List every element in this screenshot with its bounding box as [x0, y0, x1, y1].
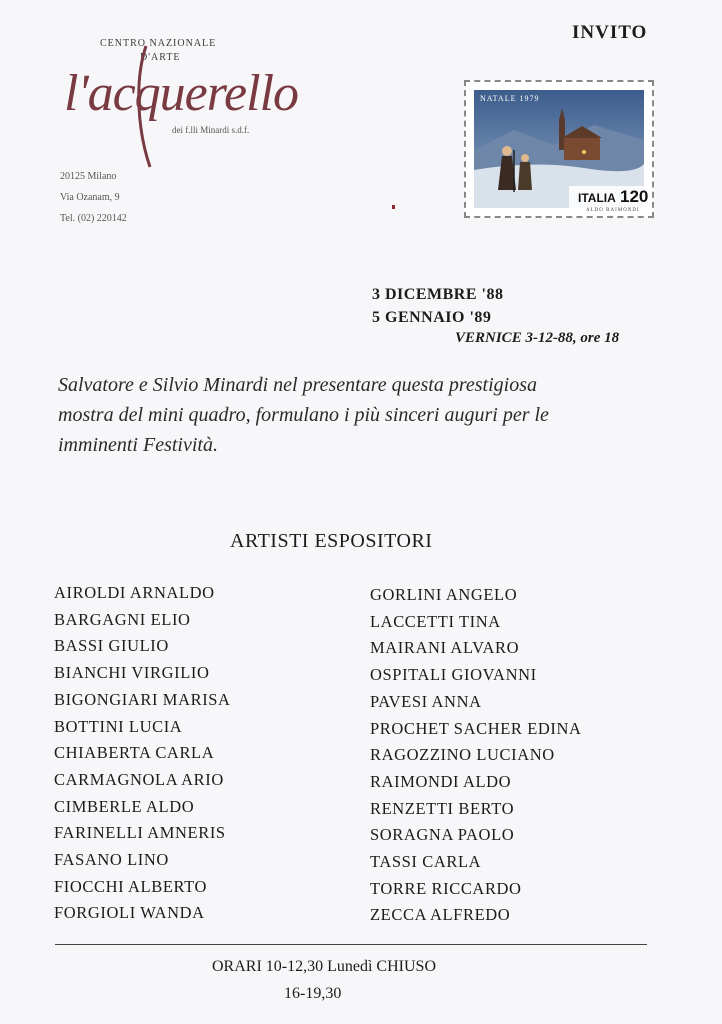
letterhead-arte-text: D'ARTE — [140, 52, 181, 63]
gallery-logo: l'acquerello — [64, 65, 299, 122]
intro-line-1: Salvatore e Silvio Minardi nel presentare questa prestigiosa — [58, 374, 538, 396]
intro-line-3: imminenti Festività. — [58, 434, 218, 456]
stamp-author: ALDO RAIMONDI — [586, 208, 640, 213]
vernice-text: VERNICE 3-12-88, ore 18 — [455, 330, 620, 346]
artist-name: BIGONGIARI MARISA — [54, 689, 231, 709]
logo-flourish — [128, 42, 168, 172]
artist-name: CIMBERLE ALDO — [54, 796, 195, 816]
artists-left-column — [54, 580, 231, 927]
artist-name: BARGAGNI ELIO — [54, 609, 191, 629]
artist-name: ZECCA ALFREDO — [370, 905, 511, 925]
start-date: 3 DICEMBRE '88 — [372, 286, 504, 303]
address-street: Via Ozanam, 9 — [60, 192, 120, 203]
opening-hours-line-2: 16-19,30 — [284, 985, 342, 1002]
opening-hours-line-1: ORARI 10-12,30 Lunedì CHIUSO — [212, 958, 436, 975]
artist-name: FORGIOLI WANDA — [54, 903, 205, 923]
stamp-illustration — [474, 90, 644, 208]
artist-name: AIROLDI ARNALDO — [54, 583, 215, 602]
artist-name: BASSI GIULIO — [54, 636, 169, 656]
address-city: 20125 Milano — [60, 171, 117, 182]
artist-name: FASANO LINO — [54, 850, 169, 870]
address-phone: Tel. (02) 220142 — [60, 213, 127, 224]
letterhead-address — [60, 166, 127, 229]
section-title: ARTISTI ESPOSITORI — [230, 530, 433, 552]
artist-name: LACCETTI TINA — [370, 611, 501, 631]
artist-name: SORAGNA PAOLO — [370, 825, 515, 845]
artist-name: PAVESI ANNA — [370, 691, 482, 711]
letterhead-center-text: CENTRO NAZIONALE — [100, 38, 217, 49]
intro-line-2: mostra del mini quadro, formulano i più sinceri auguri per le — [58, 404, 549, 426]
artist-name: FARINELLI AMNERIS — [54, 823, 226, 843]
invito-heading: INVITO — [572, 22, 648, 43]
artist-name: GORLINI ANGELO — [370, 585, 518, 604]
footer-divider — [55, 944, 647, 945]
stamp-year: NATALE 1979 — [480, 94, 540, 103]
stamp-country: ITALIA — [578, 191, 616, 205]
artist-name: TORRE RICCARDO — [370, 878, 522, 898]
artist-name: MAIRANI ALVARO — [370, 638, 520, 658]
letterhead-subtitle: dei f.lli Minardi s.d.f. — [172, 125, 250, 135]
artist-name: PROCHET SACHER EDINA — [370, 718, 582, 738]
artist-name: RENZETTI BERTO — [370, 798, 515, 818]
ink-dot — [392, 205, 395, 209]
artist-name: OSPITALI GIOVANNI — [370, 665, 537, 685]
artist-name: FIOCCHI ALBERTO — [54, 876, 208, 896]
stamp-value: 120 — [620, 187, 649, 206]
artist-name: CARMAGNOLA ARIO — [54, 769, 224, 789]
artist-name: RAIMONDI ALDO — [370, 771, 512, 791]
intro-paragraph — [58, 370, 549, 460]
artist-name: BIANCHI VIRGILIO — [54, 663, 210, 683]
artist-name: CHIABERTA CARLA — [54, 743, 215, 763]
postage-stamp — [464, 80, 654, 218]
artists-right-column — [370, 582, 582, 929]
artist-name: RAGOZZINO LUCIANO — [370, 745, 555, 765]
artist-name: BOTTINI LUCIA — [54, 716, 183, 736]
end-date: 5 GENNAIO '89 — [372, 309, 492, 326]
artist-name: TASSI CARLA — [370, 852, 482, 872]
